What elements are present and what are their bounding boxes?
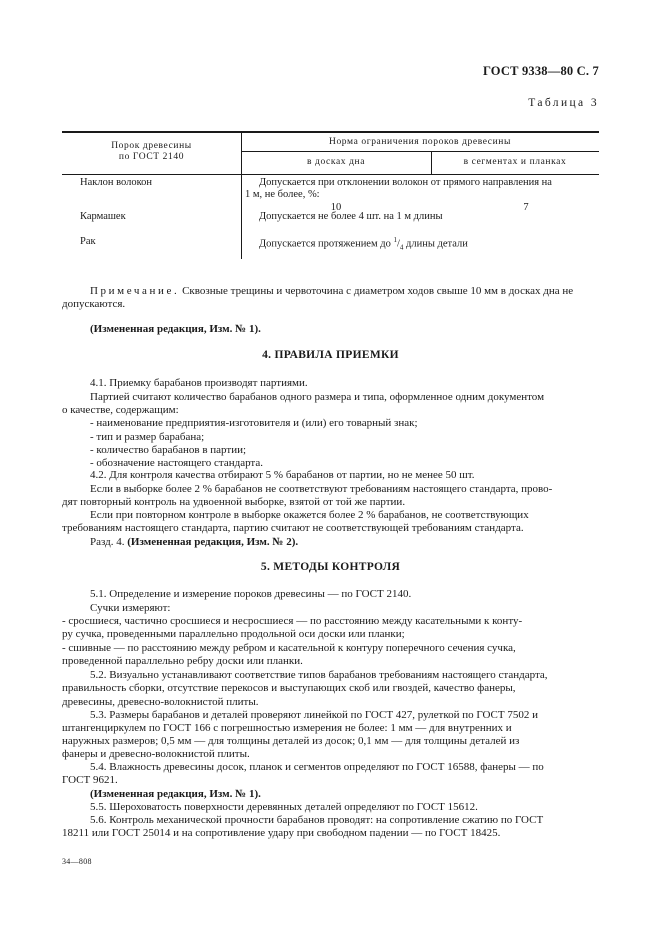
section-5-line: фанеры и древесно-волокнистой плиты.	[62, 748, 250, 760]
section-5-line: 5.2. Визуально устанавливают соответствие типов барабанов требованиям настоящего стандарта,	[90, 669, 548, 681]
section-5-line: ру сучка, проведенными параллельно продольной оси доски или планки;	[62, 628, 405, 640]
section-5-line: 5.1. Определение и измерение пороков древесины — по ГОСТ 2140.	[90, 588, 412, 600]
section-5-line: 18211 или ГОСТ 25014 и на сопротивление удару при свободном падении — по ГОСТ 18425.	[62, 827, 501, 839]
fraction-denominator: 4	[399, 243, 404, 252]
section-5-line: древесины, древесно-волокнистой плиты.	[62, 696, 259, 708]
section-4-line: - количество барабанов в партии;	[90, 444, 247, 456]
table-row-name: Рак	[80, 236, 96, 247]
section-4-line: 4.1. Приемку барабанов производят партиями.	[90, 377, 308, 389]
note-text: Сквозные трещины и червоточина с диаметром ходов свыше 10 мм в досках дна не	[179, 285, 574, 297]
column-header-bottom-boards: в досках дна	[306, 157, 366, 167]
table-row-text: Допускается не более 4 шт. на 1 м длины	[259, 211, 443, 222]
section-5-line: 5.4. Влажность древесины досок, планок и сегментов определяют по ГОСТ 16588, фанеры — по	[90, 761, 544, 773]
section-5-line: наружных размеров; 0,5 мм — для толщины деталей из досок; 0,1 мм — для толщины деталей из	[62, 735, 520, 747]
section-4-line: о качестве, содержащим:	[62, 404, 179, 416]
section-5-line: 5.5. Шероховатость поверхности деревянных деталей определяют по ГОСТ 15612.	[90, 801, 478, 813]
section-4-line: - обозначение настоящего стандарта.	[90, 457, 264, 469]
table-row-name: Наклон волокон	[80, 177, 153, 188]
column-header-defect-line2: по ГОСТ 2140	[118, 152, 185, 162]
section-5-line: Сучки измеряют:	[90, 602, 171, 614]
section-4-line: 4.2. Для контроля качества отбирают 5 % барабанов от партии, но не менее 50 шт.	[90, 469, 475, 481]
edit-note: (Измененная редакция, Изм. № 1).	[90, 323, 261, 335]
column-header-defect-line1: Порок древесины	[111, 141, 192, 151]
table-subheader-rule	[241, 151, 599, 152]
table-cell-value-segments: 7	[523, 202, 529, 213]
section-4-line: требованиям настоящего стандарта, партию считают не соответствующей требованиям стандарта.	[62, 522, 524, 534]
table-row-text: Допускается протяжением до $^1/_4$ длины детали	[259, 236, 468, 252]
note-label: Примечание.	[90, 285, 180, 297]
note-line1	[90, 284, 573, 298]
table-row-text: Допускается при отклонении волокон от прямого направления на	[259, 177, 552, 188]
table-top-rule	[62, 131, 599, 133]
section-5-line: штангенциркулем по ГОСТ 166 с погрешностью измерения не более: 1 мм — для внутренних и	[62, 722, 512, 734]
table-cell-value-boards: 10	[330, 202, 342, 213]
section-4-line: - наименование предприятия-изготовителя и (или) его товарный знак;	[90, 417, 418, 429]
razd-edit: (Измененная редакция, Изм. № 2).	[127, 536, 299, 548]
section-5-line: проведенной параллельно ребру доски или планки.	[62, 655, 303, 667]
section-5-line: ГОСТ 9621.	[62, 774, 118, 786]
section-5-line: 5.3. Размеры барабанов и деталей проверяют линейкой по ГОСТ 427, рулеткой по ГОСТ 7502 и	[90, 709, 539, 721]
table-row-name: Кармашек	[80, 211, 126, 222]
table-header-bottom-rule	[62, 174, 599, 175]
column-header-norm: Норма ограничения пороков древесины	[329, 137, 511, 147]
section-4-line: дят повторный контроль на удвоенной выборке, взятой от той же партии.	[62, 496, 406, 508]
section-4-line: Если при повторном контроле в выборке окажется более 2 % барабанов, не соответствующих	[90, 509, 529, 521]
section-5-edit-note: (Измененная редакция, Изм. № 1).	[90, 788, 261, 800]
note-line2: допускаются.	[62, 298, 126, 310]
razd-prefix: Разд. 4.	[90, 536, 128, 548]
column-header-segments: в сегментах и планках	[463, 157, 567, 167]
fraction-numerator: 1	[393, 236, 397, 244]
section-5-title: 5. МЕТОДЫ КОНТРОЛЯ	[260, 561, 401, 573]
section-5-line: 5.6. Контроль механической прочности барабанов проводят: на сопротивление сжатию по ГОСТ	[90, 814, 544, 826]
section-4-line: - тип и размер барабана;	[90, 431, 205, 443]
table-row-text-suffix: длины детали	[403, 238, 468, 250]
section-5-line: - сшивные — по расстоянию между ребром и касательной к контуру поперечного сечения сучка,	[62, 642, 516, 654]
section-4-edit-note	[90, 535, 298, 549]
section-5-line: - сросшиеся, частично сросшиеся и несросшиеся — по расстоянию между касательными к конту-	[62, 615, 523, 627]
section-4-line: Если в выборке более 2 % барабанов не соответствуют требованиям настоящего стандарта, прово-	[90, 483, 553, 495]
page-footer-code: 34—808	[62, 857, 92, 866]
column-header-defect	[62, 141, 241, 163]
page-header-standard: ГОСТ 9338—80 С. 7	[482, 64, 599, 78]
section-4-line: Партией считают количество барабанов одного размера и типа, оформленное одним документом	[90, 391, 545, 403]
section-5-line: правильность сборки, отсутствие перекосов и выступающих скоб или гвоздей, качество фанеры,	[62, 682, 516, 694]
table-label: Таблица 3	[528, 97, 599, 109]
table-body-divider-v	[241, 175, 242, 259]
table-row-text: 1 м, не более, %:	[245, 189, 320, 200]
table-row-text-prefix: Допускается протяжением до	[259, 238, 394, 250]
section-4-title: 4. ПРАВИЛА ПРИЕМКИ	[262, 349, 399, 361]
